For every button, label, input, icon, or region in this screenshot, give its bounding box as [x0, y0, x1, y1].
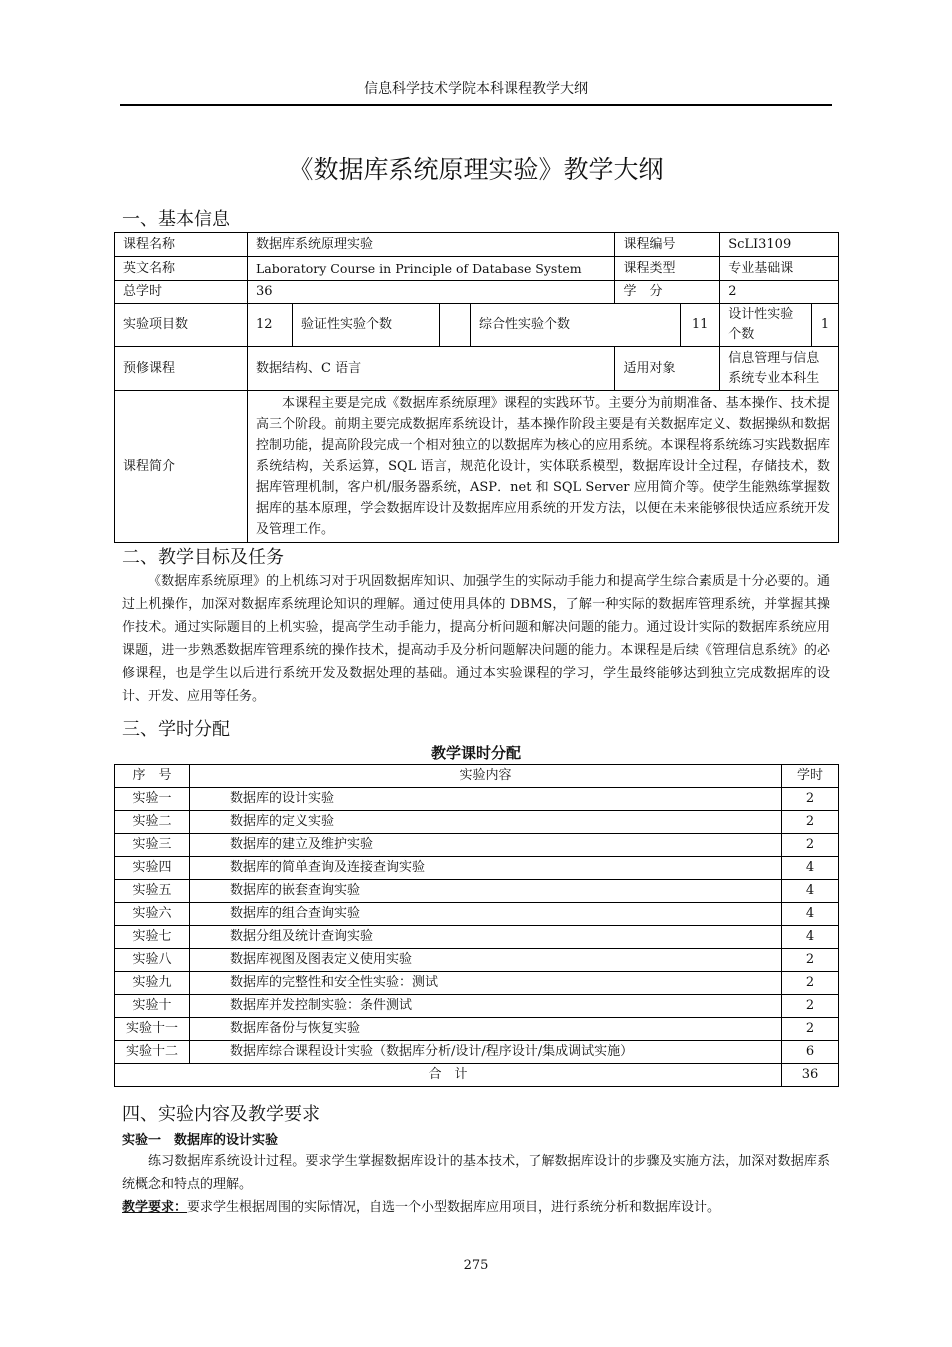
experiment-content-cell: 数据库的设计实验: [190, 788, 782, 811]
experiment-number-cell: 实验十: [115, 995, 190, 1018]
experiment-hours-cell: 2: [782, 1018, 839, 1041]
experiment-hours-cell: 2: [782, 972, 839, 995]
column-header-hours: 学时: [782, 765, 839, 788]
intro-text: 本课程主要是完成《数据库系统原理》课程的实践环节。主要分为前期准备、基本操作、技术提高三个阶段。前期主要完成数据库系统设计，基本操作阶段主要是有关数据库定义、数据操纵和数据控制功能，提高阶段完成一个相对独立的以数据库为核心的应用系统。本课程将系统练习实践数据库系统结构，关系运算，SQL 语言，规范化设计，实体联系模型，数据库设计全过程，存储技术，数据库管理机制，客户机/服务器系统，ASP．net 和 SQL Server 应用简介等。使学生能熟练掌握数据库的基本原理，学会数据库设计及数据库应用系统的开发方法，以便在未来能够很快适应系统开发及管理工作。: [248, 391, 839, 543]
experiment-number-cell: 实验三: [115, 834, 190, 857]
hours-table-row: [115, 857, 839, 880]
credits-value: 2: [720, 281, 839, 304]
page-number: 275: [463, 1258, 489, 1273]
hours-table-row: [115, 903, 839, 926]
experiment-1-title: 实验一 数据库的设计实验: [122, 1133, 279, 1148]
experiment-hours-cell: 4: [782, 903, 839, 926]
document-title: 《数据库系统原理实验》教学大纲: [288, 155, 664, 184]
experiment-content-cell: 数据库的完整性和安全性实验：测试: [190, 972, 782, 995]
audience-label: 适用对象: [615, 347, 720, 391]
experiment-content-cell: 数据库视图及图表定义使用实验: [190, 949, 782, 972]
comprehensive-label: 综合性实验个数: [471, 304, 681, 347]
experiment-content-cell: 数据库并发控制实验：条件测试: [190, 995, 782, 1018]
basic-info-table: [114, 232, 839, 543]
section-heading-goals: 二、教学目标及任务: [122, 547, 284, 568]
hours-table-row: [115, 1041, 839, 1064]
experiment-content-cell: 数据库的简单查询及连接查询实验: [190, 857, 782, 880]
credits-label: 学 分: [615, 281, 720, 304]
experiment-number-cell: 实验四: [115, 857, 190, 880]
experiment-content-cell: 数据库备份与恢复实验: [190, 1018, 782, 1041]
audience-value: 信息管理与信息系统专业本科生: [720, 347, 839, 391]
comprehensive-value: 11: [681, 304, 720, 347]
course-name-value: 数据库系统原理实验: [248, 233, 615, 257]
teaching-requirement: [122, 1196, 830, 1219]
experiment-number-cell: 实验五: [115, 880, 190, 903]
experiment-content-cell: 数据分组及统计查询实验: [190, 926, 782, 949]
section-heading-hours: 三、学时分配: [122, 719, 230, 740]
hours-table-row: [115, 788, 839, 811]
requirement-text: 要求学生根据周围的实际情况，自选一个小型数据库应用项目，进行系统分析和数据库设计。: [187, 1200, 721, 1215]
experiment-number-cell: 实验一: [115, 788, 190, 811]
course-type-label: 课程类型: [615, 257, 720, 281]
hours-table-total-row: [115, 1064, 839, 1087]
experiment-hours-cell: 2: [782, 834, 839, 857]
experiment-number-cell: 实验十一: [115, 1018, 190, 1041]
goals-paragraph: 《数据库系统原理》的上机练习对于巩固数据库知识、加强学生的实际动手能力和提高学生综合素质是十分必要的。通过上机操作，加深对数据库系统理论知识的理解。通过使用具体的 DBMS，了解一种实际的数据库管理系统，并掌握其操作技术。通过实际题目的上机实验，提高学生动手能力，提高分析问题和解决问题的能力。通过设计实际的数据库系统应用课题，进一步熟悉数据库管理系统的操作技术，提高动手及分析问题解决问题的能力。本课程是后续《管理信息系统》的必修课程，也是学生以后进行系统开发及数据处理的基础。通过本实验课程的学习，学生最终能够达到独立完成数据库的设计、开发、应用等任务。: [122, 574, 830, 704]
column-header-content: 实验内容: [190, 765, 782, 788]
hours-table-row: [115, 834, 839, 857]
total-value: 36: [782, 1064, 839, 1087]
prereq-label: 预修课程: [115, 347, 248, 391]
english-name-value: Laboratory Course in Principle of Database System: [248, 257, 615, 281]
experiment-number-cell: 实验九: [115, 972, 190, 995]
experiment-hours-cell: 2: [782, 788, 839, 811]
design-value: 1: [812, 304, 839, 347]
hours-table-header-row: [115, 765, 839, 788]
experiment-content-cell: 数据库的定义实验: [190, 811, 782, 834]
experiment-hours-cell: 2: [782, 995, 839, 1018]
verify-label: 验证性实验个数: [293, 304, 440, 347]
hours-table-caption: 教学课时分配: [430, 744, 521, 762]
experiment-content-cell: 数据库的嵌套查询实验: [190, 880, 782, 903]
experiment-number-cell: 实验八: [115, 949, 190, 972]
hours-table-row: [115, 1018, 839, 1041]
hours-table-row: [115, 880, 839, 903]
experiment-number-cell: 实验十二: [115, 1041, 190, 1064]
total-label: 合 计: [115, 1064, 782, 1087]
experiment-number-cell: 实验七: [115, 926, 190, 949]
english-name-label: 英文名称: [115, 257, 248, 281]
hours-table-row: [115, 926, 839, 949]
experiment-content-cell: 数据库的建立及维护实验: [190, 834, 782, 857]
verify-value: [440, 304, 471, 347]
course-type-value: 专业基础课: [720, 257, 839, 281]
experiment-content-cell: 数据库的组合查询实验: [190, 903, 782, 926]
experiment-number-cell: 实验二: [115, 811, 190, 834]
experiment-hours-cell: 4: [782, 857, 839, 880]
projects-label: 实验项目数: [115, 304, 248, 347]
course-code-label: 课程编号: [615, 233, 720, 257]
hours-table-row: [115, 972, 839, 995]
total-hours-value: 36: [248, 281, 615, 304]
experiment-hours-cell: 4: [782, 926, 839, 949]
hours-table: [114, 764, 839, 1087]
intro-label: 课程简介: [115, 391, 248, 543]
course-name-label: 课程名称: [115, 233, 248, 257]
experiment-hours-cell: 4: [782, 880, 839, 903]
projects-value: 12: [248, 304, 293, 347]
experiment-hours-cell: 6: [782, 1041, 839, 1064]
hours-table-row: [115, 995, 839, 1018]
hours-table-row: [115, 811, 839, 834]
total-hours-label: 总学时: [115, 281, 248, 304]
section-heading-content: 四、实验内容及教学要求: [122, 1104, 320, 1125]
experiment-number-cell: 实验六: [115, 903, 190, 926]
hours-table-row: [115, 949, 839, 972]
experiment-hours-cell: 2: [782, 949, 839, 972]
column-header-number: 序 号: [115, 765, 190, 788]
design-label: 设计性实验个数: [720, 304, 812, 347]
experiment-content-cell: 数据库综合课程设计实验（数据库分析/设计/程序设计/集成调试实施）: [190, 1041, 782, 1064]
requirement-label: 教学要求：: [122, 1200, 188, 1215]
course-code-value: ScLI3109: [720, 233, 839, 257]
prereq-value: 数据结构、C 语言: [248, 347, 615, 391]
experiment-1-body: 练习数据库系统设计过程。要求学生掌握数据库设计的基本技术，了解数据库设计的步骤及实施方法，加深对数据库系统概念和特点的理解。: [122, 1154, 830, 1192]
section-heading-basic-info: 一、基本信息: [122, 209, 230, 230]
experiment-hours-cell: 2: [782, 811, 839, 834]
running-header: 信息科学技术学院本科课程教学大纲: [120, 78, 832, 106]
